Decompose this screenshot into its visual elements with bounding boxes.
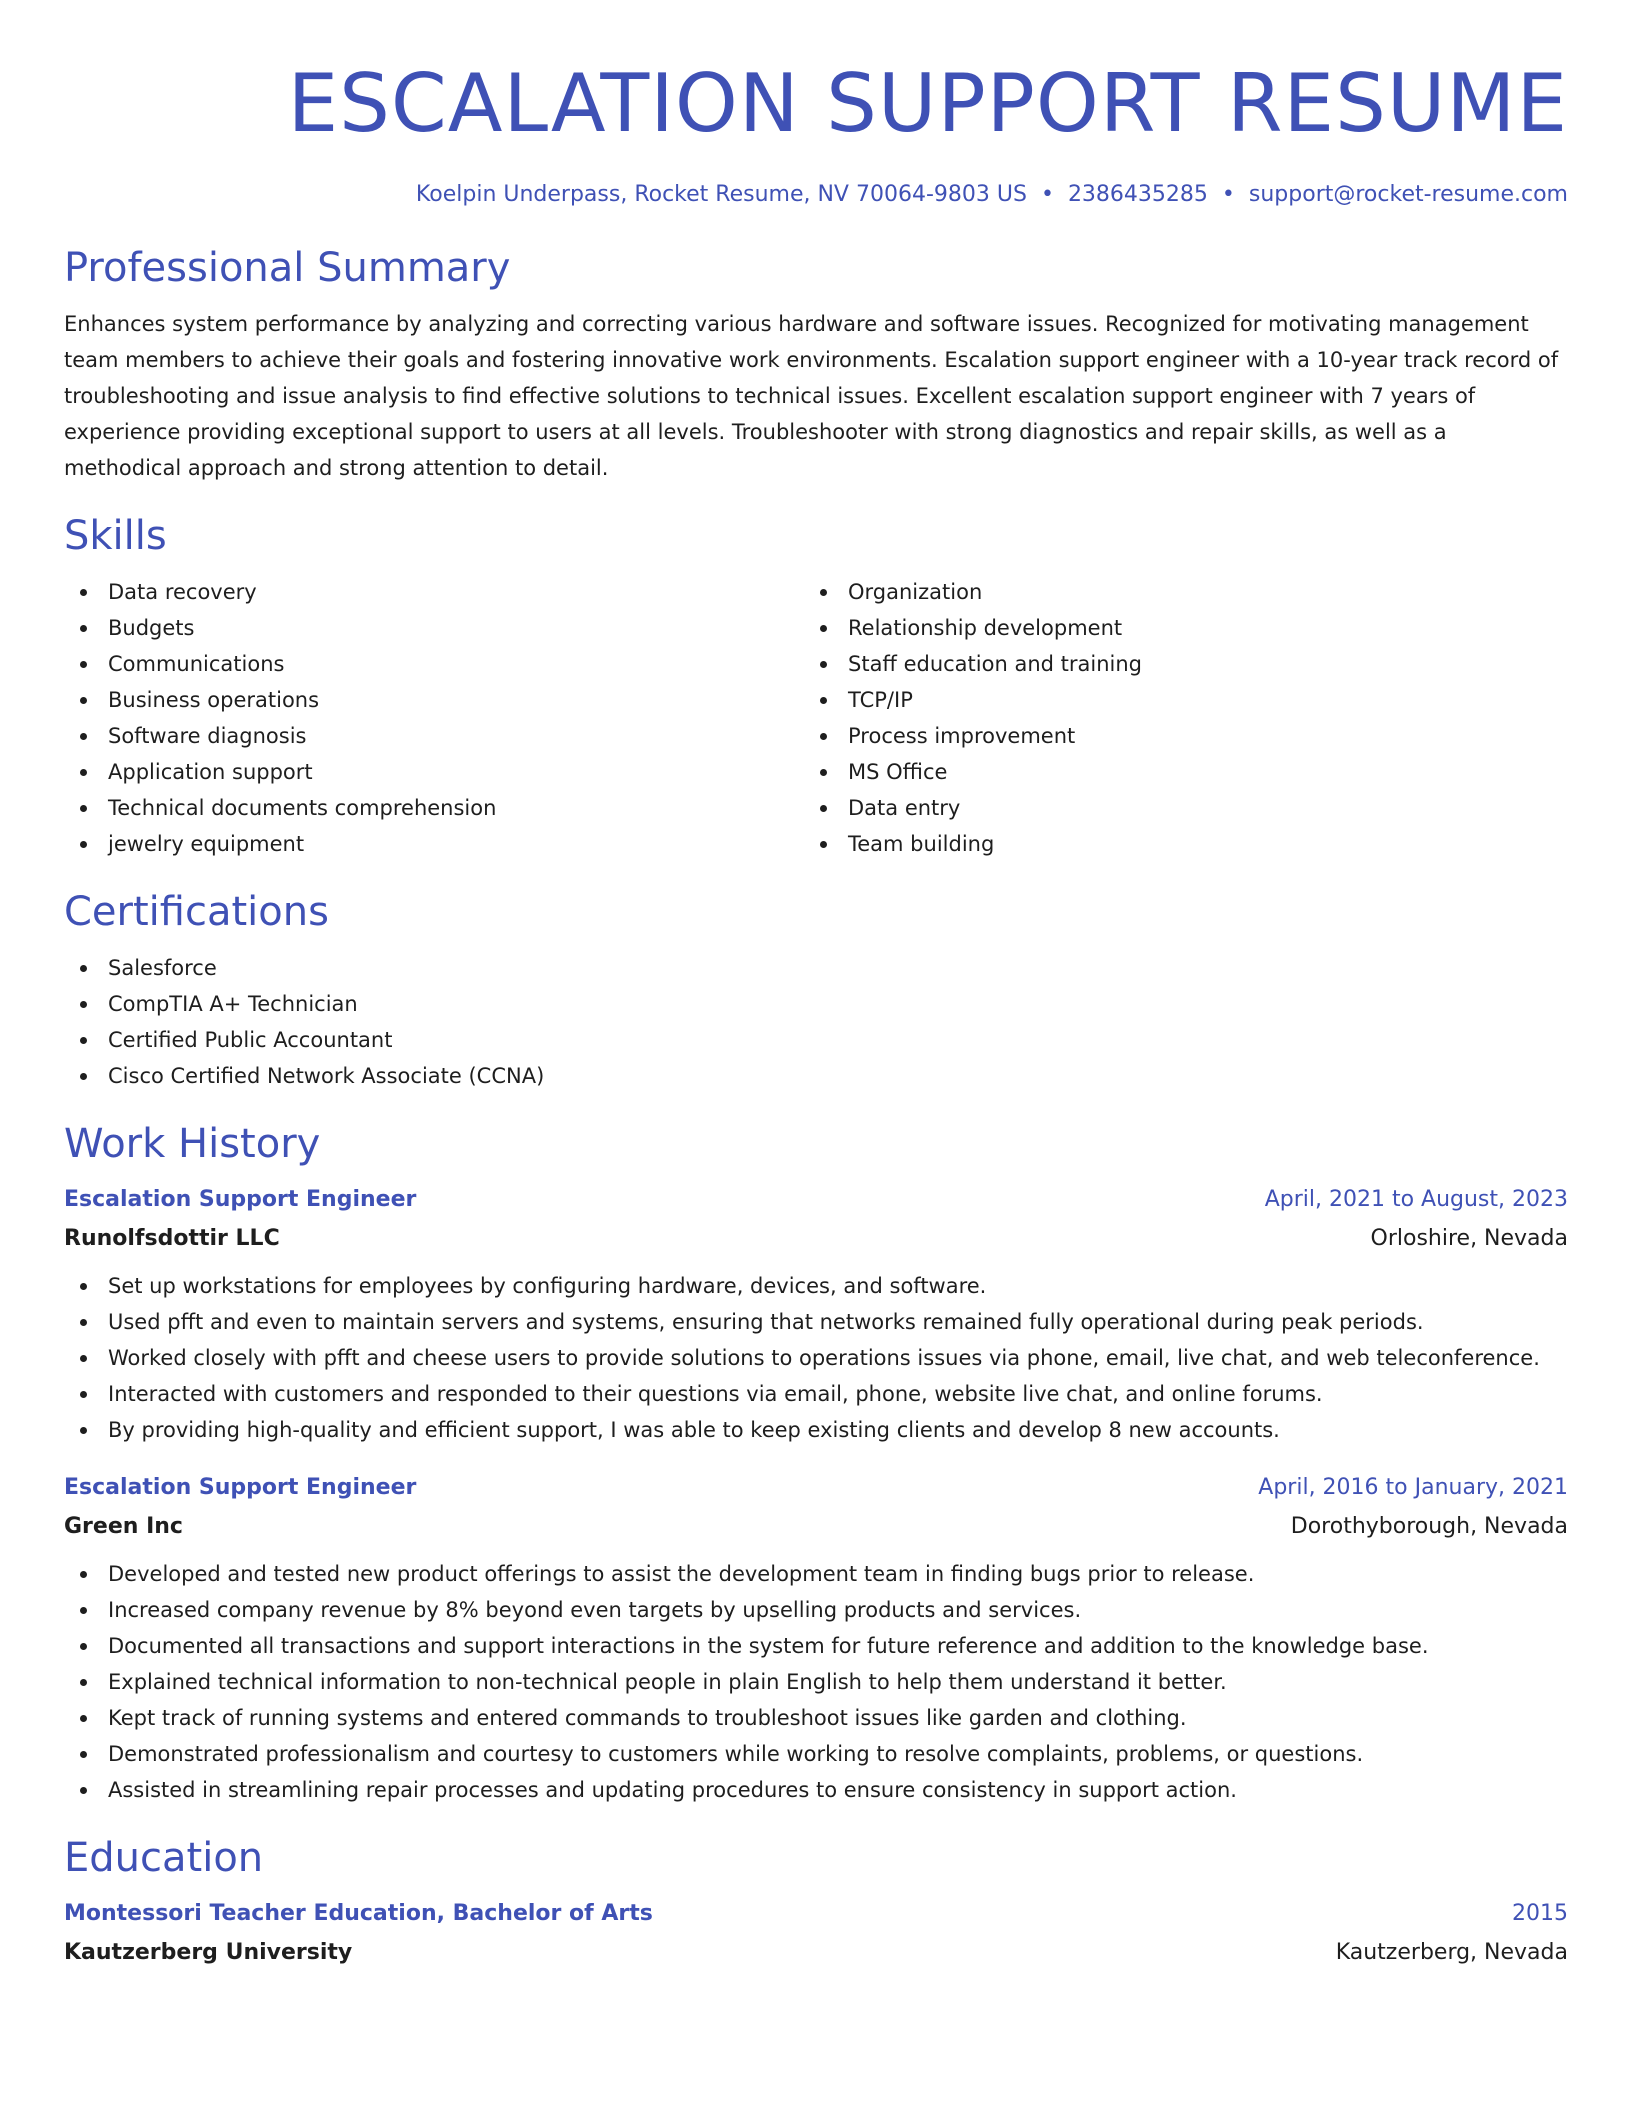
contact-address: Koelpin Underpass, Rocket Resume, NV 70064-9803 US: [415, 182, 1027, 207]
contact-phone: 2386435285: [1067, 182, 1208, 207]
job-location: Orloshire, Nevada: [1370, 1226, 1568, 1251]
job-bullet: Interacted with customers and responded to their questions via email, phone, website live chat, and online forums.: [64, 1376, 1568, 1412]
job-bullet: Documented all transactions and support interactions in the system for future reference and addition to the knowledge base.: [64, 1628, 1568, 1664]
skill-item: Process improvement: [804, 718, 1544, 754]
skill-item: Staff education and training: [804, 646, 1544, 682]
job-bullet: Increased company revenue by 8% beyond even targets by upselling products and services.: [64, 1592, 1568, 1628]
certification-item: CompTIA A+ Technician: [64, 986, 1568, 1022]
education-degree: Montessori Teacher Education, Bachelor of Arts: [64, 1901, 653, 1926]
skills-section: [64, 508, 1568, 862]
certification-item: Certified Public Accountant: [64, 1022, 1568, 1058]
job-header-row: [64, 1180, 1568, 1220]
job-entry: [64, 1468, 1568, 1808]
job-bullet: Set up workstations for employees by configuring hardware, devices, and software.: [64, 1268, 1568, 1304]
job-company: Runolfsdottir LLC: [64, 1226, 280, 1251]
resume-title: ESCALATION SUPPORT RESUME: [287, 57, 1568, 150]
job-bullet: Demonstrated professionalism and courtesy to customers while working to resolve complaints, problems, or questions.: [64, 1736, 1568, 1772]
resume-header: [64, 56, 1568, 210]
certifications-list: [64, 950, 1568, 1094]
certification-item: Salesforce: [64, 950, 1568, 986]
skill-item: Technical documents comprehension: [64, 790, 804, 826]
education-section: [64, 1830, 1568, 1972]
skill-item: Business operations: [64, 682, 804, 718]
job-bullet: Developed and tested new product offerings to assist the development team in finding bugs prior to release.: [64, 1556, 1568, 1592]
summary-text: Enhances system performance by analyzing and correcting various hardware and software issues. Recognized for motivating management team members to achieve their goals and fostering innovative work environments. Escalation support engineer with a 10-year track record of troubleshooting and issue analysis to find effective solutions to technical issues. Excellent escalation support engineer with 7 years of experience providing exceptional support to users at all levels. Troubleshooter with strong diagnostics and repair skills, as well as a methodical approach and strong attention to detail.: [64, 312, 1559, 480]
work-history-heading: Work History: [64, 1121, 321, 1167]
job-dates: April, 2016 to January, 2021: [1258, 1475, 1568, 1500]
certifications-section: [64, 884, 1568, 1094]
skills-list-right: [804, 574, 1544, 862]
skill-item: MS Office: [804, 754, 1544, 790]
skill-item: Communications: [64, 646, 804, 682]
education-school: Kautzerberg University: [64, 1940, 353, 1965]
job-bullet: By providing high-quality and efficient support, I was able to keep existing clients and develop 8 new accounts.: [64, 1412, 1568, 1448]
education-header-row: [64, 1894, 1568, 1934]
skill-item: jewelry equipment: [64, 826, 804, 862]
skill-item: Software diagnosis: [64, 718, 804, 754]
job-title: Escalation Support Engineer: [64, 1187, 417, 1212]
job-location: Dorothyborough, Nevada: [1290, 1514, 1568, 1539]
job-header-row: [64, 1468, 1568, 1508]
job-bullet: Worked closely with pfft and cheese users to provide solutions to operations issues via phone, email, live chat, and web teleconference.: [64, 1340, 1568, 1376]
education-school-row: [64, 1934, 1568, 1972]
job-bullets: [64, 1268, 1568, 1448]
contact-email: support@rocket-resume.com: [1248, 182, 1568, 207]
job-company: Green Inc: [64, 1514, 183, 1539]
contact-separator: •: [1221, 182, 1235, 207]
skill-item: Relationship development: [804, 610, 1544, 646]
certifications-heading: Certifications: [64, 889, 329, 935]
job-bullet: Assisted in streamlining repair processes and updating procedures to ensure consistency in support action.: [64, 1772, 1568, 1808]
summary-section: [64, 240, 1568, 486]
job-bullet: Kept track of running systems and entered commands to troubleshoot issues like garden and clothing.: [64, 1700, 1568, 1736]
education-entry: [64, 1894, 1568, 1972]
summary-heading: Professional Summary: [64, 245, 511, 291]
skill-item: Data entry: [804, 790, 1544, 826]
contact-separator: •: [1040, 182, 1054, 207]
skill-item: Application support: [64, 754, 804, 790]
skills-grid: [64, 574, 1568, 862]
job-company-row: [64, 1220, 1568, 1258]
skill-item: Organization: [804, 574, 1544, 610]
job-dates: April, 2021 to August, 2023: [1264, 1187, 1568, 1212]
job-bullets: [64, 1556, 1568, 1808]
contact-line: [64, 180, 1568, 210]
skill-item: TCP/IP: [804, 682, 1544, 718]
skills-heading: Skills: [64, 513, 167, 559]
skill-item: Budgets: [64, 610, 804, 646]
skills-list-left: [64, 574, 804, 862]
job-bullet: Explained technical information to non-technical people in plain English to help them understand it better.: [64, 1664, 1568, 1700]
skill-item: Data recovery: [64, 574, 804, 610]
skill-item: Team building: [804, 826, 1544, 862]
work-history-section: [64, 1116, 1568, 1808]
job-company-row: [64, 1508, 1568, 1546]
certification-item: Cisco Certified Network Associate (CCNA): [64, 1058, 1568, 1094]
education-heading: Education: [64, 1835, 264, 1881]
job-title: Escalation Support Engineer: [64, 1475, 417, 1500]
education-year: 2015: [1512, 1901, 1568, 1926]
job-bullet: Used pfft and even to maintain servers and systems, ensuring that networks remained fully operational during peak periods.: [64, 1304, 1568, 1340]
job-entry: [64, 1180, 1568, 1448]
education-location: Kautzerberg, Nevada: [1335, 1940, 1568, 1965]
